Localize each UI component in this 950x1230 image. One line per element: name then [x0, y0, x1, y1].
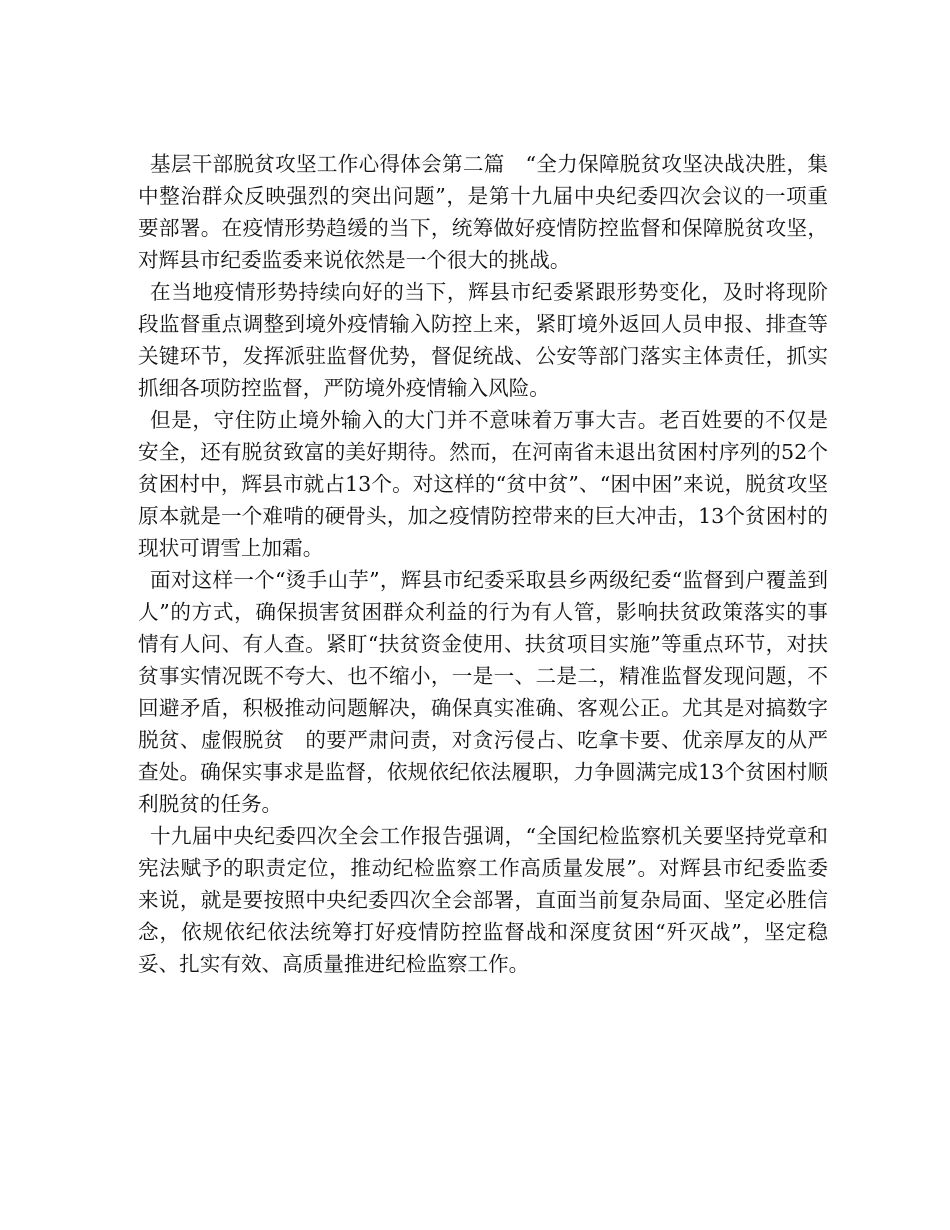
paragraph-5: 十九届中央纪委四次全会工作报告强调，“全国纪检监察机关要坚持党章和宪法赋予的职责定位，推动纪检监察工作高质量发展”。对辉县市纪委监委来说，就是要按照中央纪委四次全会部署，直面当前复杂局面、坚定必胜信念，依规依纪依法统筹打好疫情防控监督战和深度贫困“歼灭战”，坚定稳妥、扎实有效、高质量推进纪检监察工作。 — [138, 824, 828, 976]
paragraph-2: 在当地疫情形势持续向好的当下，辉县市纪委紧跟形势变化，及时将现阶段监督重点调整到境外疫情输入防控上来，紧盯境外返回人员申报、排查等关键环节，发挥派驻监督优势，督促统战、公安等部门落实主体责任，抓实抓细各项防控监督，严防境外疫情输入风险。 — [138, 280, 828, 400]
paragraph-4: 面对这样一个“烫手山芋”，辉县市纪委采取县乡两级纪委“监督到户覆盖到人”的方式，确保损害贫困群众利益的行为有人管，影响扶贫政策落实的事情有人问、有人查。紧盯“扶贫资金使用、扶贫项目实施”等重点环节，对扶贫事实情况既不夸大、也不缩小，一是一、二是二，精准监督发现问题，不回避矛盾，积极推动问题解决，确保真实准确、客观公正。尤其是对搞数字脱贫、虚假脱贫 的要严肃问责，对贪污侵占、吃拿卡要、优亲厚友的从严查处。确保实事求是监督，依规依纪依法履职，力争圆满完成13个贫困村顺利脱贫的任务。 — [138, 568, 828, 816]
paragraph-3: 但是，守住防止境外输入的大门并不意味着万事大吉。老百姓要的不仅是安全，还有脱贫致富的美好期待。然而，在河南省未退出贫困村序列的52个贫困村中，辉县市就占13个。对这样的“贫中贫”、“困中困”来说，脱贫攻坚原本就是一个难啃的硬骨头，加之疫情防控带来的巨大冲击，13个贫困村的现状可谓雪上加霜。 — [138, 408, 828, 560]
document-body — [138, 148, 828, 980]
paragraph-1: 基层干部脱贫攻坚工作心得体会第二篇 “全力保障脱贫攻坚决战决胜，集中整治群众反映强烈的突出问题”，是第十九届中央纪委四次会议的一项重要部署。在疫情形势趋缓的当下，统筹做好疫情防控监督和保障脱贫攻坚，对辉县市纪委监委来说依然是一个很大的挑战。 — [138, 152, 828, 272]
